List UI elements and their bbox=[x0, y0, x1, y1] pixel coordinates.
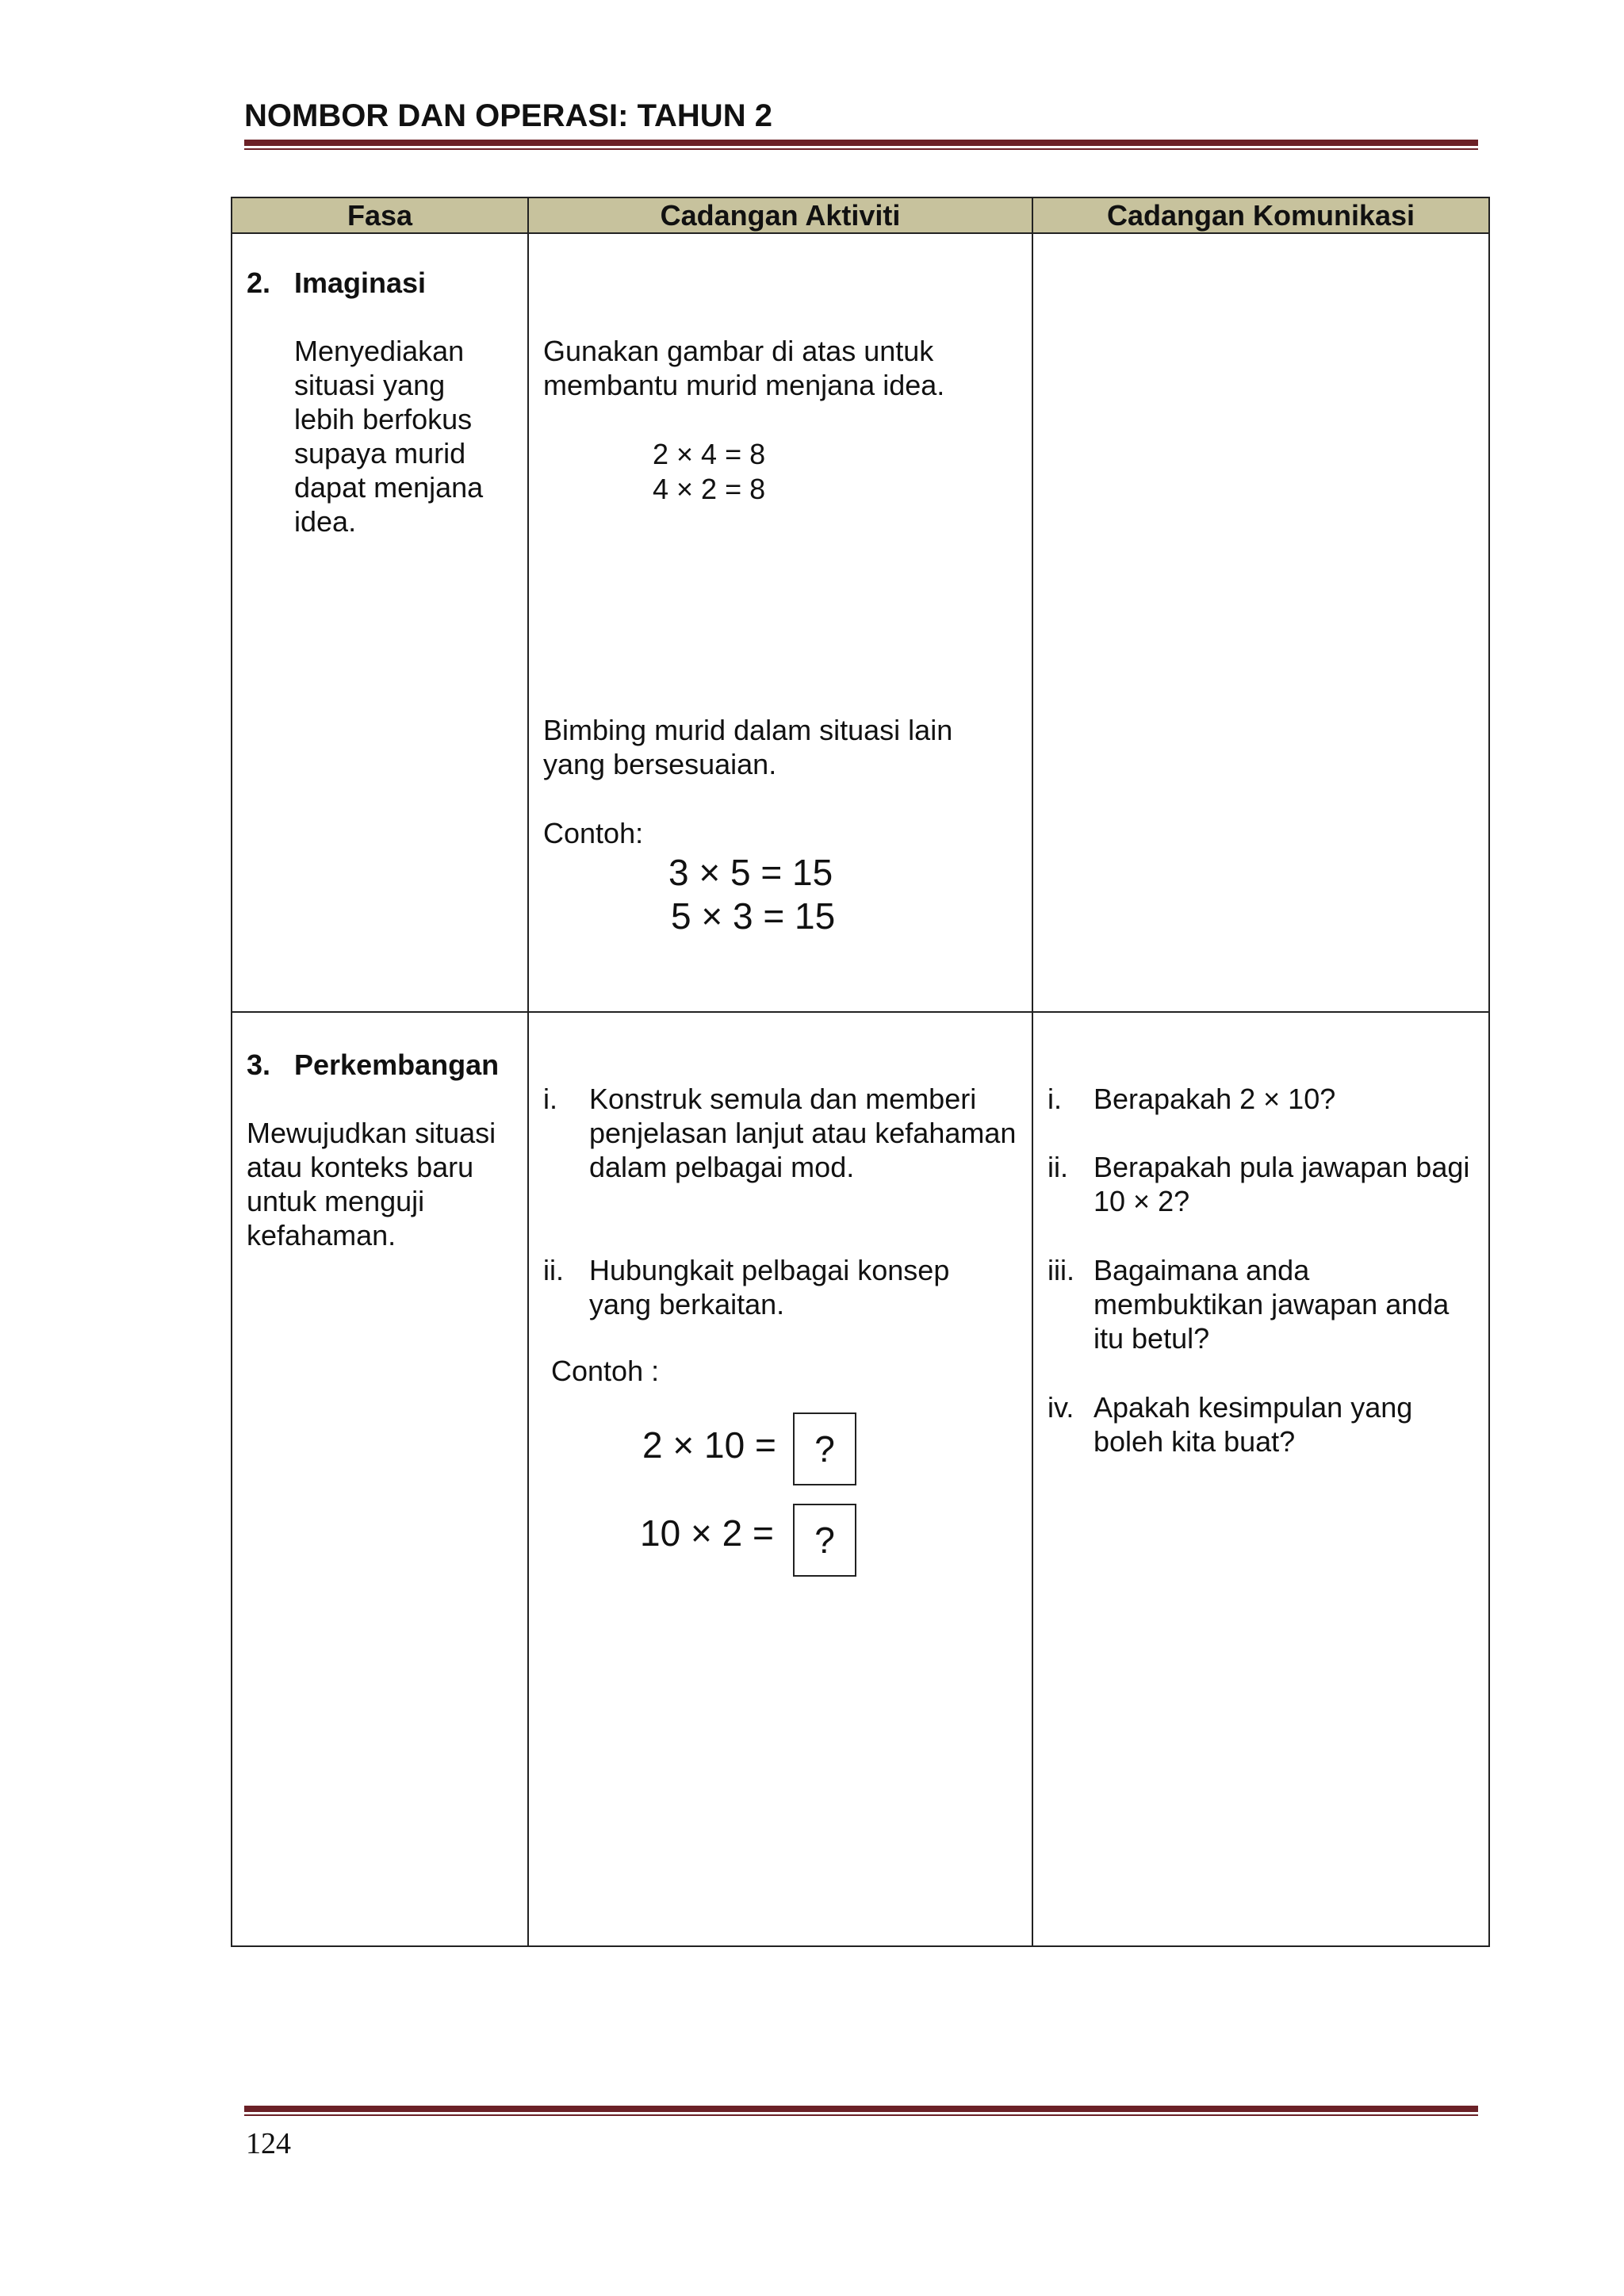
activity-item-number: ii. bbox=[543, 1254, 564, 1286]
header-fasa: Fasa bbox=[232, 197, 528, 233]
table-row bbox=[232, 233, 1489, 1012]
communication-item-number: iv. bbox=[1048, 1391, 1074, 1424]
table-header-row bbox=[232, 197, 1489, 233]
activity-item-text: Hubungkait pelbagai konsep yang berkaitan. bbox=[589, 1254, 950, 1320]
activity-item-text: Konstruk semula dan memberi penjelasan lanjut atau kefahaman dalam pelbagai mod. bbox=[589, 1083, 1017, 1183]
answer-box: ? bbox=[793, 1504, 856, 1577]
phase-description: Mewujudkan situasi atau konteks baru untuk menguji kefahaman. bbox=[247, 1117, 496, 1251]
answer-box: ? bbox=[793, 1412, 856, 1485]
activity-cell-imaginasi bbox=[528, 233, 1032, 1012]
table-row bbox=[232, 1012, 1489, 1946]
page-number: 124 bbox=[246, 2127, 291, 2160]
activity-cell-perkembangan bbox=[528, 1012, 1032, 1946]
page-title: NOMBOR DAN OPERASI: TAHUN 2 bbox=[244, 98, 772, 133]
communication-item-text: Bagaimana anda membuktikan jawapan anda itu betul? bbox=[1094, 1254, 1450, 1355]
communication-cell-perkembangan bbox=[1032, 1012, 1489, 1946]
communication-item-text: Berapakah 2 × 10? bbox=[1094, 1083, 1336, 1115]
header-cadangan-aktiviti: Cadangan Aktiviti bbox=[528, 197, 1032, 233]
phase-cell-imaginasi bbox=[232, 233, 528, 1012]
phase-number: 3. bbox=[247, 1048, 271, 1081]
activity-item-number: i. bbox=[543, 1083, 557, 1115]
activity-item bbox=[543, 1253, 1019, 1321]
header-cadangan-komunikasi: Cadangan Komunikasi bbox=[1032, 197, 1489, 233]
example-label: Contoh: bbox=[543, 817, 644, 849]
communication-item-text: Berapakah pula jawapan bagi 10 × 2? bbox=[1094, 1151, 1470, 1217]
communication-item bbox=[1048, 1390, 1484, 1458]
activity-item bbox=[543, 1082, 1019, 1184]
communication-item bbox=[1048, 1082, 1484, 1116]
communication-item bbox=[1048, 1253, 1484, 1355]
example-equation: 10 × 2 = bbox=[640, 1512, 774, 1554]
footer-rule bbox=[244, 2106, 1478, 2116]
example-equation: 2 × 10 = bbox=[642, 1424, 776, 1466]
example-label: Contoh : bbox=[551, 1355, 660, 1387]
communication-item-text: Apakah kesimpulan yang boleh kita buat? bbox=[1094, 1391, 1413, 1458]
phase-title: Perkembangan bbox=[294, 1048, 500, 1081]
phase-cell-perkembangan bbox=[232, 1012, 528, 1946]
activity-guide: Bimbing murid dalam situasi lain yang bersesuaian. bbox=[543, 714, 953, 780]
phase-description: Menyediakan situasi yang lebih berfokus supaya murid dapat menjana idea. bbox=[294, 335, 484, 538]
activity-intro: Gunakan gambar di atas untuk membantu murid menjana idea. bbox=[543, 335, 945, 401]
communication-item-number: iii. bbox=[1048, 1254, 1074, 1286]
communication-item-number: i. bbox=[1048, 1083, 1062, 1115]
communication-cell-imaginasi bbox=[1032, 233, 1489, 1012]
communication-item-number: ii. bbox=[1048, 1151, 1068, 1183]
phase-title: Imaginasi bbox=[294, 266, 427, 299]
example-equation: 5 × 3 = 15 bbox=[671, 895, 836, 937]
header-rule bbox=[244, 140, 1478, 150]
equation: 4 × 2 = 8 bbox=[653, 473, 766, 505]
phase-number: 2. bbox=[247, 266, 271, 299]
activity-table bbox=[231, 197, 1490, 1947]
example-equation: 3 × 5 = 15 bbox=[668, 852, 833, 893]
equation: 2 × 4 = 8 bbox=[653, 438, 766, 470]
communication-item bbox=[1048, 1150, 1484, 1218]
